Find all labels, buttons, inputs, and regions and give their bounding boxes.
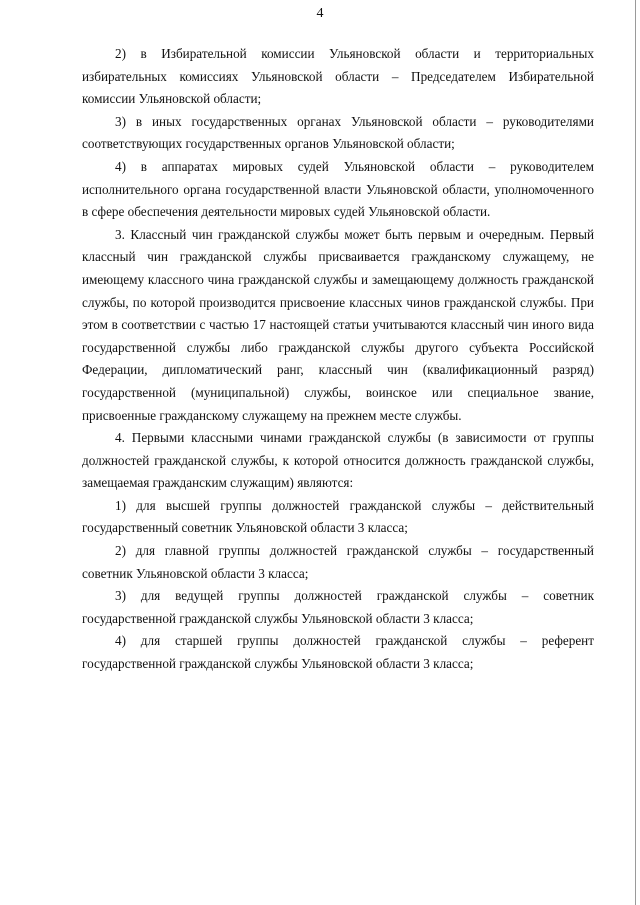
document-body: [82, 43, 594, 676]
paragraph-section-4-first-ranks: 4. Первыми классными чинами гражданской службы (в зависимости от группы должностей гражданской службы, к которой относится должность гражданской службы, замещаемая гражданским служащим) являются:: [82, 430, 594, 491]
paragraph-2-election-commission: 2) в Избирательной комиссии Ульяновской области и территориальных избирательных комиссиях Ульяновской области – Председателем Избирательной комиссии Ульяновской области;: [82, 46, 594, 107]
paragraph-section-3-class-rank: 3. Классный чин гражданской службы может быть первым и очередным. Первый классный чин гражданской службы присваивается гражданскому служащему, не имеющему классного чина гражданской службы и замещающему должность гражданской службы, по которой производится присвоение классных чинов гражданской службы. При этом в соответствии с частью 17 настоящей статьи учитываются классный чин иного вида государственной службы либо гражданской службы другого субъекта Российской Федерации, дипломатический ранг, классный чин (квалификационный разряд) государственной (муниципальной) службы, воинское или специальное звание, присвоенные гражданскому служащему на прежнем месте службы.: [82, 226, 594, 423]
list-item-senior-group: 4) для старшей группы должностей гражданской службы – референт государственной гражданской службы Ульяновской области 3 класса;: [82, 633, 594, 672]
page-number: 4: [316, 6, 324, 21]
paragraph-3-other-state-bodies: 3) в иных государственных органах Ульяновской области – руководителями соответствующих государственных органов Ульяновской области;: [82, 113, 594, 152]
page-edge-line: [635, 0, 636, 905]
list-item-highest-group: 1) для высшей группы должностей гражданской службы – действительный государственный советник Ульяновской области 3 класса;: [82, 497, 594, 536]
list-item-leading-group: 3) для ведущей группы должностей гражданской службы – советник государственной гражданской службы Ульяновской области 3 класса;: [82, 588, 594, 626]
paragraph-4-magistrates-apparatus: 4) в аппаратах мировых судей Ульяновской области – руководителем исполнительного органа государственной власти Ульяновской области, уполномоченного в сфере обеспечения деятельности мировых судей Ульяновской области.: [82, 158, 594, 220]
list-item-main-group: 2) для главной группы должностей гражданской службы – государственный советник Ульяновской области 3 класса;: [82, 543, 594, 581]
